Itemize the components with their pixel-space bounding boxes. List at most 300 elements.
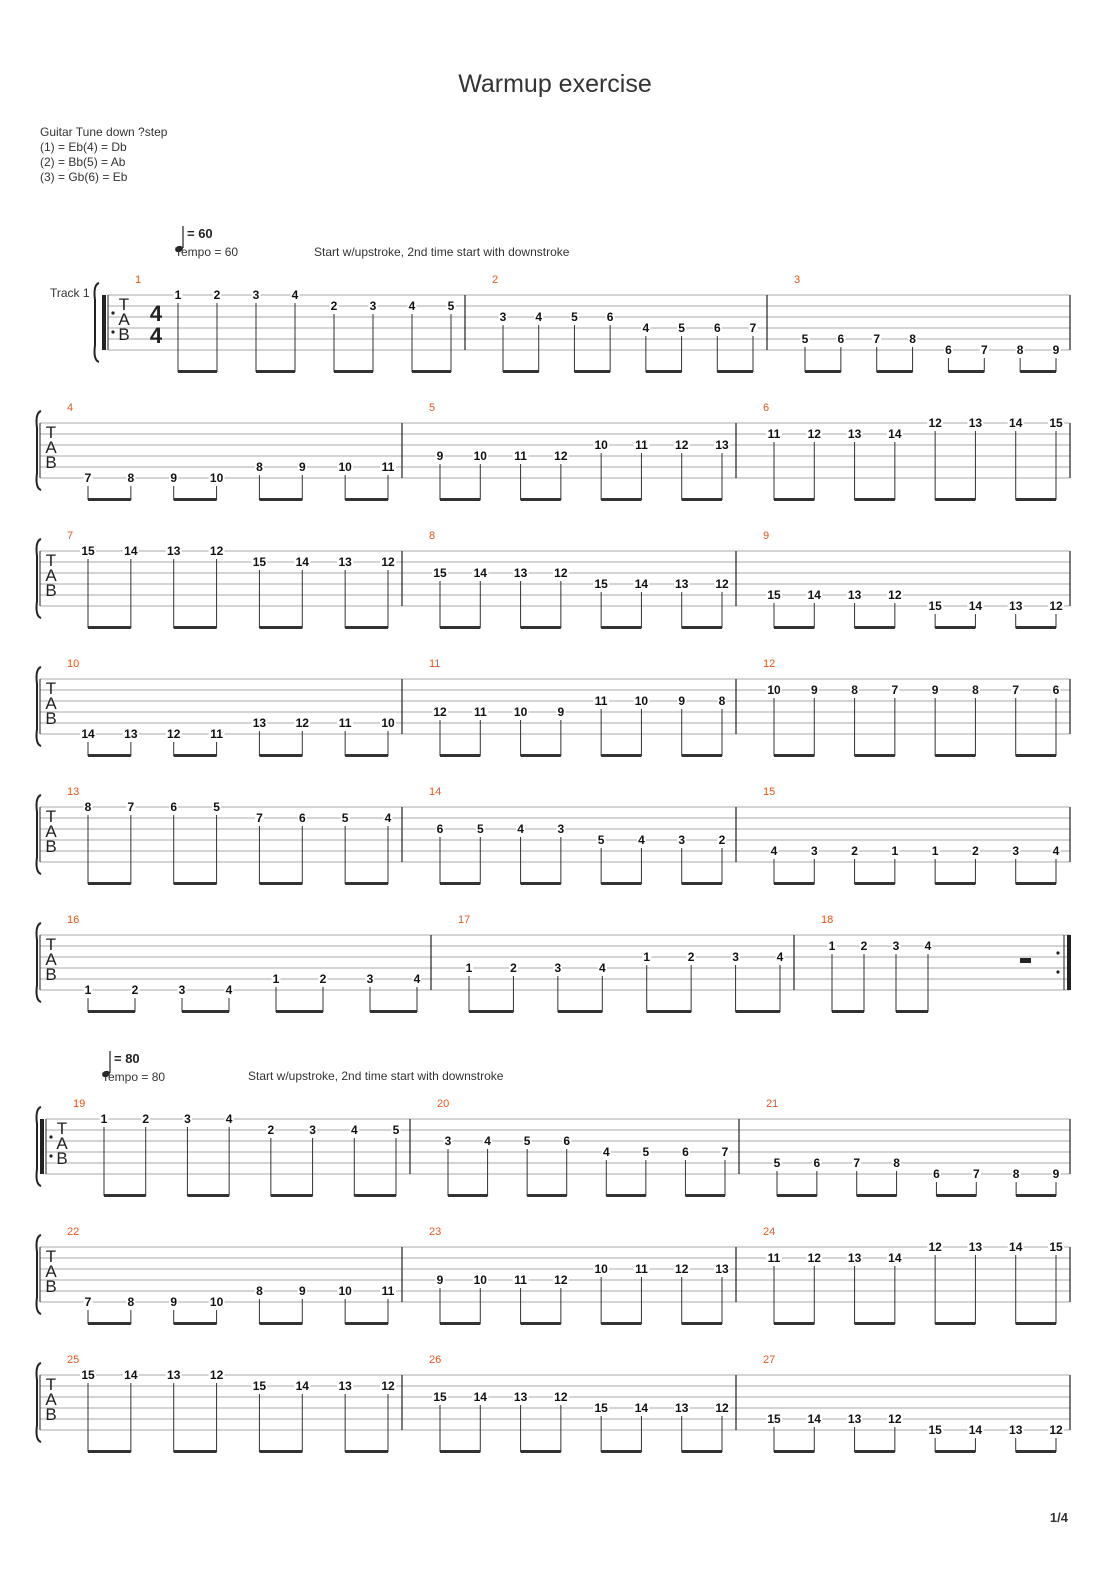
tab-clef-letter: T [45,935,57,954]
fret-number: 12 [554,1273,568,1287]
beam [1016,1450,1056,1453]
tab-clef-letter: A [45,694,57,713]
fret-number: 4 [350,1123,358,1137]
page-number: 1/4 [1049,1510,1068,1525]
fret-number: 8 [1012,1167,1020,1181]
tuning-line-3: (3) = Gb(6) = Eb [40,170,128,184]
fret-number: 4 [602,1145,610,1159]
measure-number: 6 [763,402,770,414]
fret-number: 12 [1049,599,1063,613]
beam [345,1450,388,1453]
fret-number: 9 [298,460,306,474]
repeat-dot [1056,970,1059,973]
measure-number: 23 [429,1226,442,1238]
fret-number: 15 [433,566,447,580]
fret-number: 14 [295,1379,309,1393]
fret-number: 5 [678,321,685,335]
fret-number: 1 [84,983,92,997]
beam [259,1450,302,1453]
fret-number: 15 [767,1412,781,1426]
beam [469,1010,513,1013]
beam [1016,882,1056,885]
beam [736,1010,780,1013]
beam [178,370,217,373]
tab-clef-letter: A [45,566,57,585]
fret-number: 13 [1009,599,1023,613]
beam [1016,626,1056,629]
fret-number: 5 [597,833,605,847]
fret-number: 13 [338,555,352,569]
tab-clef-letter: T [45,551,57,570]
fret-number: 11 [514,1273,527,1287]
fret-number: 7 [127,800,135,814]
fret-number: 11 [767,427,781,441]
repeat-dot [111,330,114,333]
beam [601,626,641,629]
beam [370,1010,417,1013]
beam [334,370,373,373]
fret-number: 12 [888,588,902,602]
fret-number: 14 [888,1251,902,1265]
fret-number: 6 [933,1167,940,1181]
beam [88,1322,131,1325]
beam [259,1322,302,1325]
measure-number: 12 [763,658,776,670]
fret-number: 12 [715,1401,729,1415]
fret-number: 6 [1052,683,1060,697]
fret-number: 11 [635,438,648,452]
fret-number: 2 [131,983,139,997]
fret-number: 3 [252,288,260,302]
beam [774,1450,814,1453]
tempo-bpm: = 60 [187,226,213,241]
fret-number: 10 [473,1273,487,1287]
fret-number: 15 [767,588,781,602]
beam [855,882,895,885]
beam [259,498,302,501]
beam [935,498,975,501]
beam [521,1322,561,1325]
tab-clef-letter: A [56,1134,68,1153]
beam [877,370,913,373]
fret-number: 11 [767,1251,781,1265]
fret-number: 6 [837,332,845,346]
fret-number: 13 [968,1240,983,1254]
fret-number: 10 [338,1284,352,1298]
fret-number: 14 [968,1423,983,1437]
fret-number: 12 [807,1251,821,1265]
beam [855,1450,895,1453]
fret-number: 11 [381,460,395,474]
fret-number: 14 [888,427,902,441]
repeat-start-thick-bar [102,295,106,350]
fret-number: 15 [433,1390,447,1404]
fret-number: 6 [298,811,306,825]
beam [187,1194,229,1197]
system-brace [95,283,100,362]
fret-number: 4 [408,299,416,313]
beam [682,882,722,885]
fret-number: 12 [167,727,181,741]
fret-number: 14 [807,588,821,602]
fret-number: 8 [127,471,135,485]
time-signature-bottom: 4 [149,323,163,348]
fret-number: 3 [810,844,818,858]
fret-number: 2 [687,950,695,964]
beam [855,1322,895,1325]
beam [855,626,895,629]
score-title: Warmup exercise [458,70,652,98]
fret-number: 14 [81,727,95,741]
beam [682,626,722,629]
tab-clef-letter: B [118,325,130,344]
fret-number: 14 [124,544,138,558]
fret-number: 4 [225,1112,233,1126]
fret-number: 12 [928,1240,942,1254]
tab-clef-letter: B [45,581,57,600]
beam [527,1194,567,1197]
beam [174,498,217,501]
tuning-line-1: (1) = Eb(4) = Db [40,140,127,154]
beam [935,882,975,885]
fret-number: 10 [473,449,487,463]
tab-clef-letter: A [45,1390,57,1409]
fret-number: 4 [225,983,233,997]
fret-number: 7 [1012,683,1020,697]
beam [857,1194,897,1197]
fret-number: 5 [523,1134,531,1148]
fret-number: 13 [338,1379,352,1393]
fret-number: 2 [267,1123,275,1137]
beam [88,1010,135,1013]
measure-number: 24 [763,1226,776,1238]
fret-number: 10 [767,683,781,697]
beam [88,626,131,629]
tab-clef-letter: B [45,1405,57,1424]
beam [601,498,641,501]
fret-number: 4 [384,811,392,825]
fret-number: 3 [557,822,565,836]
beam [774,626,814,629]
fret-number: 13 [847,1412,862,1426]
beam [88,754,131,757]
fret-number: 9 [298,1284,306,1298]
fret-number: 10 [634,694,649,708]
measure-number: 9 [763,530,770,542]
tab-clef-letter: T [45,679,57,698]
fret-number: 14 [124,1368,138,1382]
fret-number: 15 [81,544,95,558]
fret-number: 7 [980,343,988,357]
fret-number: 1 [465,961,473,975]
fret-number: 14 [634,577,649,591]
beam [440,626,480,629]
fret-number: 15 [252,1379,267,1393]
beam [774,1322,814,1325]
fret-number: 1 [643,950,651,964]
beam [256,370,295,373]
fret-number: 15 [1049,416,1063,430]
beam [935,1322,975,1325]
beam [440,1322,480,1325]
tab-clef-letter: T [56,1119,68,1138]
tab-clef-letter: B [45,709,57,728]
fret-number: 11 [381,1284,395,1298]
fret-number: 15 [594,1401,608,1415]
beam [174,1450,217,1453]
fret-number: 5 [476,822,484,836]
fret-number: 7 [84,471,92,485]
beam [440,754,480,757]
fret-number: 13 [513,566,528,580]
tab-clef-letter: T [45,423,57,442]
fret-number: 1 [931,844,939,858]
half-rest [1020,958,1031,963]
measure-number: 21 [766,1098,779,1110]
fret-number: 5 [447,299,455,313]
fret-number: 12 [1049,1423,1063,1437]
beam [855,754,895,757]
fret-number: 6 [945,343,952,357]
measure-number: 22 [67,1226,80,1238]
fret-number: 9 [1052,343,1060,357]
measure-number: 27 [763,1354,776,1366]
fret-number: 15 [81,1368,95,1382]
beam [935,626,975,629]
fret-number: 11 [210,727,223,741]
fret-number: 13 [252,716,267,730]
fret-number: 11 [594,694,608,708]
fret-number: 13 [715,438,729,452]
fret-number: 9 [931,683,939,697]
fret-number: 10 [381,716,395,730]
fret-number: 6 [813,1156,821,1170]
measure-number: 11 [429,658,441,670]
fret-number: 14 [473,1390,487,1404]
fret-number: 11 [635,1262,648,1276]
fret-number: 12 [433,705,447,719]
fret-number: 4 [1052,844,1060,858]
beam [174,882,217,885]
tab-clef-letter: T [45,807,57,826]
beam [88,882,131,885]
beam [774,498,814,501]
fret-number: 3 [732,950,739,964]
fret-number: 1 [891,844,899,858]
beam [948,370,984,373]
fret-number: 12 [554,566,568,580]
tab-clef-letter: B [45,965,57,984]
fret-number: 7 [972,1167,980,1181]
beam [601,1450,641,1453]
fret-number: 8 [909,332,916,346]
tab-clef-letter: T [45,1375,57,1394]
fret-number: 2 [330,299,338,313]
fret-number: 3 [1012,844,1020,858]
fret-number: 12 [675,438,689,452]
fret-number: 2 [510,961,517,975]
measure-number: 10 [67,658,80,670]
beam [805,370,841,373]
fret-number: 8 [1016,343,1024,357]
beam [646,370,682,373]
fret-number: 3 [366,972,374,986]
measure-number: 20 [437,1098,450,1110]
beam [448,1194,488,1197]
fret-number: 12 [295,716,309,730]
measure-number: 25 [67,1354,80,1366]
fret-number: 6 [563,1134,571,1148]
fret-number: 8 [84,800,92,814]
fret-number: 2 [972,844,979,858]
beam [1016,1322,1056,1325]
beam [685,1194,725,1197]
tab-clef-letter: A [45,822,57,841]
measure-number: 7 [67,530,74,542]
tab-clef-letter: A [45,438,57,457]
fret-number: 11 [473,705,487,719]
fret-number: 13 [1009,1423,1023,1437]
fret-number: 7 [891,683,899,697]
fret-number: 4 [770,844,778,858]
fret-number: 8 [718,694,726,708]
fret-number: 6 [170,800,178,814]
fret-number: 12 [381,1379,395,1393]
fret-number: 7 [256,811,263,825]
fret-number: 5 [642,1145,650,1159]
measure-number: 14 [429,786,442,798]
fret-number: 3 [369,299,377,313]
tab-clef-letter: B [45,1277,57,1296]
fret-number: 10 [594,438,608,452]
beam [521,498,561,501]
tab-clef-letter: T [118,295,130,314]
beam [345,626,388,629]
fret-number: 7 [84,1295,92,1309]
tuning-header: Guitar Tune down ?step [40,125,168,139]
beam [1020,370,1056,373]
fret-number: 12 [675,1262,689,1276]
beam [1016,498,1056,501]
beam [503,370,539,373]
fret-number: 4 [484,1134,491,1148]
fret-number: 14 [968,599,983,613]
fret-number: 15 [928,599,942,613]
fret-number: 10 [209,1295,224,1309]
beam [774,754,814,757]
beam [896,1010,928,1013]
fret-number: 3 [554,961,562,975]
fret-number: 14 [295,555,309,569]
time-signature-top: 4 [149,301,163,326]
fret-number: 12 [381,555,395,569]
beam [88,1450,131,1453]
beam [682,754,722,757]
measure-number: 2 [492,274,499,286]
beam [1016,1194,1056,1197]
fret-number: 2 [319,972,327,986]
tuning-line-2: (2) = Bb(5) = Ab [40,155,126,169]
measure-number: 15 [763,786,776,798]
beam [682,498,722,501]
beam [182,1010,229,1013]
beam [832,1010,864,1013]
beam [345,754,388,757]
fret-number: 9 [810,683,818,697]
fret-number: 1 [272,972,280,986]
fret-number: 10 [513,705,528,719]
measure-number: 1 [135,274,142,286]
fret-number: 9 [436,1273,444,1287]
beam [354,1194,396,1197]
fret-number: 3 [892,939,900,953]
fret-number: 13 [847,427,862,441]
fret-number: 13 [513,1390,528,1404]
tab-clef-letter: A [45,950,57,969]
beam [935,1450,975,1453]
beam [855,498,895,501]
beam [558,1010,602,1013]
measure-number: 3 [794,274,801,286]
beam [1016,754,1056,757]
repeat-start-thick-bar [40,1119,44,1174]
fret-number: 4 [535,310,543,324]
tab-clef-letter: A [45,1262,57,1281]
fret-number: 13 [124,727,138,741]
fret-number: 3 [184,1112,191,1126]
fret-number: 4 [924,939,932,953]
fret-number: 14 [1009,1240,1023,1254]
fret-number: 12 [209,1368,224,1382]
tempo-text: Tempo = 80 [102,1070,166,1084]
fret-number: 7 [873,332,881,346]
beam [574,370,610,373]
fret-number: 13 [167,544,181,558]
fret-number: 12 [715,577,729,591]
fret-number: 15 [252,555,267,569]
beam [521,882,561,885]
fret-number: 2 [718,833,726,847]
beam [104,1194,146,1197]
fret-number: 10 [594,1262,608,1276]
fret-number: 11 [514,449,527,463]
fret-number: 6 [682,1145,689,1159]
fret-number: 14 [1009,416,1023,430]
beam [601,882,641,885]
fret-number: 12 [928,416,942,430]
fret-number: 13 [675,577,689,591]
fret-number: 12 [554,449,568,463]
fret-number: 3 [499,310,507,324]
beam [521,626,561,629]
measure-number: 16 [67,914,80,926]
fret-number: 7 [749,321,757,335]
fret-number: 4 [517,822,524,836]
fret-number: 12 [554,1390,568,1404]
fret-number: 6 [713,321,721,335]
fret-number: 15 [594,577,608,591]
fret-number: 12 [888,1412,902,1426]
fret-number: 8 [256,460,263,474]
fret-number: 9 [678,694,686,708]
fret-number: 3 [309,1123,316,1137]
fret-number: 9 [170,1295,178,1309]
repeat-dot [111,311,114,314]
beam [440,1450,480,1453]
fret-number: 1 [828,939,836,953]
fret-number: 8 [893,1156,900,1170]
tempo-text: Tempo = 60 [175,245,239,259]
